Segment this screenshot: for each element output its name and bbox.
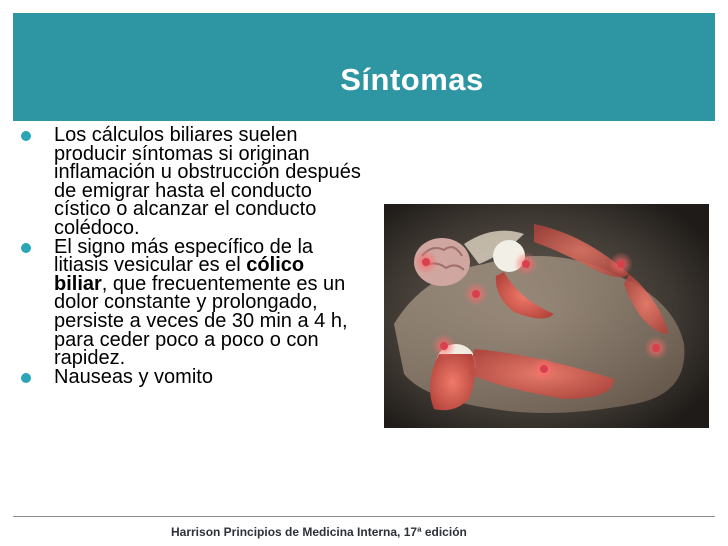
bullet-text-after: , que frecuentemente es un dolor constante y prolongado, persiste a veces de 30 min a 4 h, para ceder poco a poco o con rapidez. [54, 272, 348, 370]
pain-illustration [384, 204, 709, 428]
pain-marker-head [422, 258, 430, 266]
bullet-item [21, 235, 361, 370]
pain-marker-knee [440, 342, 448, 350]
pain-marker-arm [472, 290, 480, 298]
pain-marker-leg [540, 365, 548, 373]
bullet-list [21, 126, 361, 386]
bullet-text: Nauseas y vomito [54, 365, 213, 388]
pain-marker-shoulder [522, 260, 530, 268]
bullet-bold-term: cólico biliar [54, 254, 305, 295]
bullet-item [21, 126, 361, 238]
bullet-text-before: El signo más específico de la litiasis vesicular es el [54, 235, 314, 277]
bullet-dot-icon [21, 131, 31, 141]
pain-marker-hip [652, 344, 660, 352]
bullet-dot-icon [21, 373, 31, 383]
pain-marker-back [617, 260, 625, 268]
footer-source: Harrison Principios de Medicina Interna, 17ª edición [171, 525, 467, 539]
curled-body-illustration [384, 204, 709, 428]
footer-divider [13, 516, 715, 517]
slide-title: Síntomas [340, 62, 484, 97]
title-bar [13, 13, 715, 121]
bullet-item [21, 365, 361, 388]
bullet-text: Los cálculos biliares suelen producir síntomas si originan inflamación u obstrucción después de emigrar hasta el conducto cístico o alcanzar el conducto colédoco. [54, 124, 361, 239]
bullet-dot-icon [21, 243, 31, 253]
